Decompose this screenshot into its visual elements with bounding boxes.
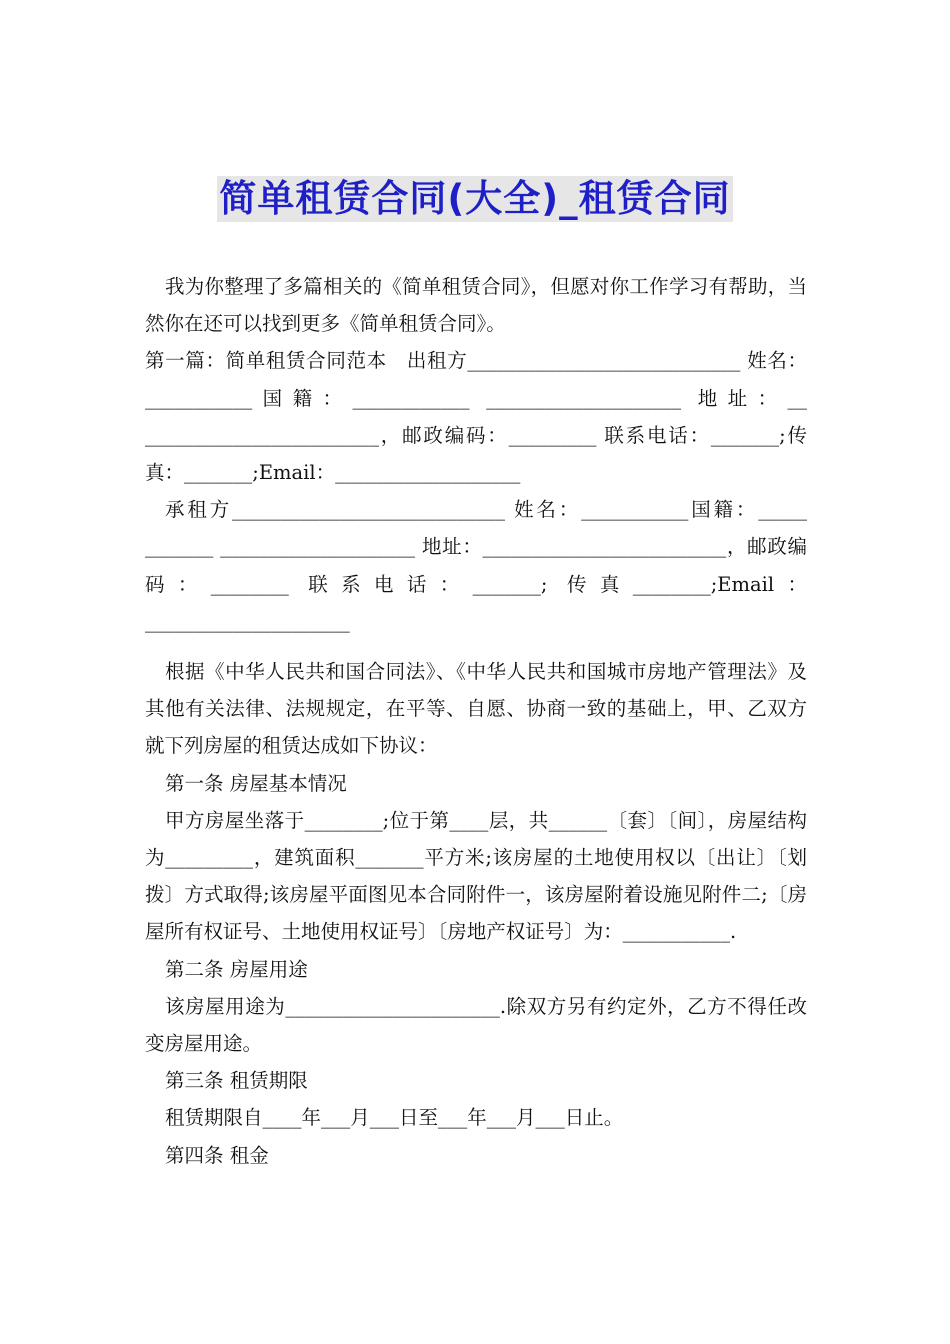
article-2-heading: 第二条 房屋用途 — [165, 957, 308, 981]
article-2-body: 该房屋用途为______________________.除双方另有约定外，乙方不得任改变房屋用途。 — [145, 994, 807, 1056]
lessor-info-paragraph: 第一篇：简单租赁合同范本 出租方____________________________ 姓名：___________国籍：____________ ____________________ 地址：__ ________________________，邮政编码：_________ 联系电话：_______;传真：_______;Email：___________________ — [145, 349, 807, 485]
article-3-body: 租赁期限自____年___月___日至___年___月___日止。 — [165, 1106, 624, 1130]
title-container — [0, 176, 950, 222]
lessee-info-paragraph: 承租方____________________________ 姓名：___________国籍：_____ _______ ____________________ 地址：_________________________，邮政编码：________ 联系电话：_______; 传真________;Email：_____________________ — [145, 498, 807, 633]
agreement-basis-paragraph: 根据《中华人民共和国合同法》、《中华人民共和国城市房地产管理法》及其他有关法律、法规规定，在平等、自愿、协商一致的基础上，甲、乙双方就下列房屋的租赁达成如下协议： — [145, 660, 807, 758]
document-body — [145, 268, 807, 1174]
article-3-heading: 第三条 租赁期限 — [165, 1069, 308, 1093]
article-4-heading: 第四条 租金 — [165, 1143, 269, 1167]
document-title: 简单租赁合同(大全)_租赁合同 — [219, 177, 731, 220]
article-1-body: 甲方房屋坐落于________;位于第____层，共______〔套〕〔间〕，房屋结构为_________，建筑面积_______平方米;该房屋的土地使用权以〔出让〕〔划拨〕方式取得;该房屋平面图见本合同附件一，该房屋附着设施见附件二;〔房屋所有权证号、土地使用权证号〕〔房地产权证号〕为：___________. — [145, 808, 807, 944]
intro-paragraph: 我为你整理了多篇相关的《简单租赁合同》，但愿对你工作学习有帮助，当然你在还可以找到更多《简单租赁合同》。 — [145, 275, 807, 336]
article-1-heading: 第一条 房屋基本情况 — [165, 771, 347, 795]
